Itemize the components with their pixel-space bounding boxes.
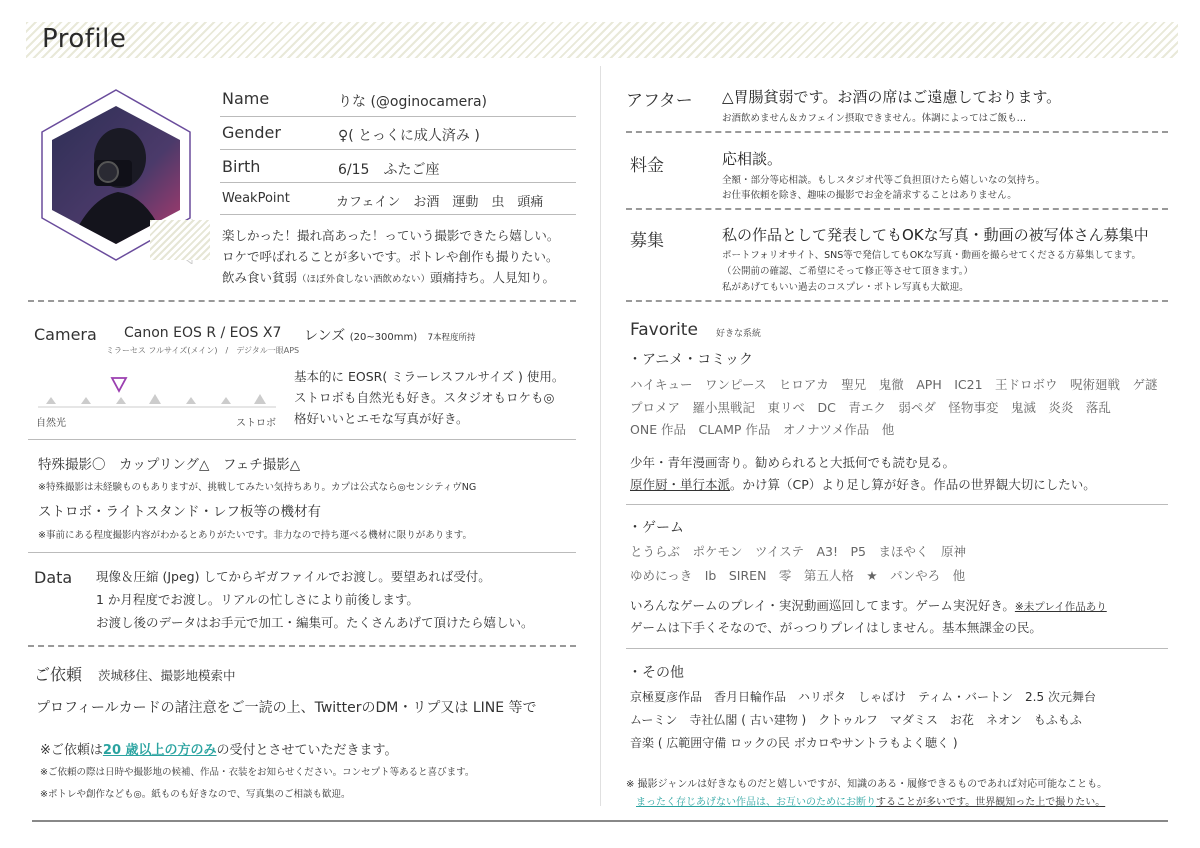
- camera-desc-3: 格好いいとエモな写真が好き。: [294, 411, 469, 426]
- age-text: の受付とさせていただきます。: [216, 743, 398, 758]
- bottom-rule: [32, 820, 1168, 822]
- after-main: △胃腸貧弱です。お酒の席はご遠慮しております。: [722, 88, 1062, 106]
- intro-text: （ほぼ外食しない酒飲めない）: [297, 274, 431, 285]
- scale-left-label: 自然光: [36, 418, 66, 429]
- after-note: お酒飲めません＆カフェイン摂取できません。体調によってはご飯も…: [722, 113, 1027, 124]
- age-highlight: 20 歳以上の方のみ: [102, 743, 217, 758]
- divider: [220, 182, 576, 183]
- game-desc-1: [630, 595, 1107, 618]
- recruit-note-3: 私があげてもいい過去のコスプレ・ポトレ写真も大歓迎。: [722, 282, 969, 293]
- other-row-1: 京極夏彦作品 香月日輪作品 ハリポタ しゃばけ ティム・バートン 2.5 次元舞台: [630, 690, 1096, 704]
- anime-desc-text: 。かけ算（CP）より足し算が好き。作品の世界観大切にしたい。: [730, 477, 1096, 492]
- scale-tick: [186, 397, 196, 404]
- name-label: Name: [222, 89, 270, 108]
- camera-desc-1: 基本的に EOSR( ミラーレスフルサイズ ) 使用。: [294, 369, 565, 384]
- divider: [626, 648, 1168, 649]
- intro-text: 飲み食い貧弱: [222, 270, 298, 285]
- divider: [28, 552, 576, 553]
- weakpoint-value: カフェイン お酒 運動 虫 頭痛: [336, 195, 544, 210]
- divider: [28, 439, 576, 440]
- scale-tick: [254, 394, 266, 404]
- special-line-1: 特殊撮影〇 カップリング△ フェチ撮影△: [38, 457, 301, 473]
- footer-highlight: まったく存じあげない作品は、お互いのためにお断り: [636, 797, 876, 808]
- section-divider: [626, 131, 1168, 133]
- intro-line-2: ロケで呼ばれることが多いです。ポトレや創作も撮りたい。: [222, 249, 559, 264]
- data-line-1: 現像＆圧縮 (Jpeg) してからギガファイルでお渡し。要望あれば受付。: [96, 569, 491, 584]
- special-note-2: ※事前にある程度撮影内容がわかるとありがたいです。非力なので持ち運べる機材に限りがあります。: [38, 530, 472, 541]
- birth-label: Birth: [222, 157, 261, 176]
- fee-label: 料金: [630, 156, 664, 176]
- scale-tick: [149, 394, 161, 404]
- request-note-1: ※ご依頼の際は日時や撮影地の候補、作品・衣装をお知らせください。コンセプト等あると喜びます。: [40, 767, 475, 778]
- anime-desc-underlined: 原作厨・単行本派: [630, 477, 731, 492]
- scale-right-label: ストロボ: [236, 418, 276, 429]
- header-band: [26, 22, 1178, 58]
- anime-desc-1: 少年・青年漫画寄り。勧められると大抵何でも読む見る。: [630, 455, 956, 470]
- recruit-note-2: （公開前の確認、ご希望にそって修正等させて頂きます。）: [722, 266, 973, 277]
- recruit-main: 私の作品として発表してもOKな写真・動画の被写体さん募集中: [722, 226, 1149, 244]
- game-desc-underlined: ※未プレイ作品あり: [1014, 601, 1107, 613]
- footer-note-1: ※ 撮影ジャンルは好きなものだと嬉しいですが、知識のある・履修できるものであれば対応可能なことも。: [626, 779, 1108, 790]
- fee-main: 応相談。: [722, 150, 783, 168]
- divider: [220, 214, 576, 215]
- page-title: Profile: [42, 24, 127, 54]
- footer-text: することが多いです。世界観知った上で撮りたい。: [876, 797, 1106, 808]
- camera-models-sub: ミラーセス フルサイズ(メイン) / デジタル一眼APS: [106, 346, 300, 355]
- anime-row-1: ハイキュー ワンピース ヒロアカ 聖兄 鬼徹 APH IC21 王ドロボウ 呪術廻戦 ゲ謎: [630, 377, 1158, 392]
- footer-note-2: [636, 793, 1105, 808]
- game-desc-2: ゲームは下手くそなので、がっつりプレイはしません。基本無課金の民。: [630, 620, 1042, 635]
- recruit-note-1: ポートフォリオサイト、SNS等で発信してもOKな写真・動画を撮らせてくださる方募集してます。: [722, 250, 1141, 261]
- camera-label: Camera: [34, 325, 97, 344]
- section-divider: [626, 300, 1168, 302]
- camera-desc-2: ストロボも自然光も好き。スタジオもロケも◎: [294, 390, 555, 405]
- favorite-sub: 好きな系統: [716, 329, 762, 339]
- divider: [220, 149, 576, 150]
- birth-value: 6/15 ふたご座: [338, 162, 440, 178]
- data-label: Data: [34, 568, 73, 587]
- scale-tick: [221, 397, 231, 404]
- other-row-2: ムーミン 寺社仏閣 ( 古い建物 ) クトゥルフ マダミス お花 ネオン もふもふ: [630, 713, 1082, 727]
- lens-range: (20~300mm): [349, 332, 418, 343]
- request-note-2: ※ポトレや創作なども◎。紙ものも好きなので、写真集のご相談も歓迎。: [40, 789, 351, 800]
- gender-label: Gender: [222, 123, 281, 142]
- scale-tick: [116, 397, 126, 404]
- column-divider: [600, 66, 601, 806]
- special-note-1: ※特殊撮影は未経験ものもありますが、挑戦してみたい気持ちあり。カプは公式なら◎センシティヴNG: [38, 482, 477, 493]
- corner-stripe: [150, 220, 210, 260]
- section-divider: [626, 208, 1168, 210]
- favorite-label: Favorite: [630, 320, 698, 340]
- intro-text: 頭痛持ち。人見知り。: [430, 270, 556, 285]
- request-age-line: [40, 739, 398, 758]
- anime-title: ・アニメ・コミック: [628, 352, 754, 368]
- camera-models: Canon EOS R / EOS X7: [124, 325, 282, 341]
- gender-value: ♀( とっくに成人済み ): [338, 128, 480, 144]
- section-divider: [28, 300, 576, 302]
- divider: [626, 504, 1168, 505]
- lens-info: [304, 325, 476, 345]
- fee-note-2: お仕事依頼を除き、趣味の撮影でお金を請求することはありません。: [722, 190, 1017, 201]
- lens-note: 7本程度所持: [427, 333, 476, 343]
- request-location: 茨城移住、撮影地模索中: [98, 668, 236, 683]
- lens-label: レンズ: [304, 328, 346, 344]
- request-label: ご依頼: [34, 665, 83, 684]
- data-line-2: 1 か月程度でお渡し。リアルの忙しさにより前後します。: [96, 592, 419, 607]
- divider: [220, 116, 576, 117]
- anime-row-3: ONE 作品 CLAMP 作品 オノナツメ作品 他: [630, 422, 895, 437]
- fee-note-1: 全額・部分等応相談。もしスタジオ代等ご負担頂けたら嬉しいなの気持ち。: [722, 175, 1046, 186]
- request-line-1: プロフィールカードの諸注意をご一読の上、TwitterのDM・リプ又は LINE 等で: [36, 700, 537, 716]
- game-row-1: とうらぶ ポケモン ツイステ A3! P5 まほやく 原神: [630, 544, 967, 559]
- anime-row-2: プロメア 羅小黒戦記 東リべ DC 青エク 弱ペダ 怪物事変 鬼滅 炎炎 落乱: [630, 400, 1111, 415]
- game-title: ・ゲーム: [628, 520, 684, 536]
- after-label: アフター: [626, 91, 693, 111]
- data-line-3: お渡し後のデータはお手元で加工・編集可。たくさんあげて頂けたら嬉しい。: [96, 615, 534, 630]
- other-row-3: 音楽 ( 広範囲守備 ロックの民 ボカロやサントラもよく聴く ): [630, 736, 958, 750]
- other-title: ・その他: [628, 665, 684, 681]
- scale-tick: [46, 397, 56, 404]
- game-desc-text: いろんなゲームのプレイ・実況動画巡回してます。ゲーム実況好き。: [630, 598, 1015, 613]
- anime-desc-2: [630, 474, 1096, 495]
- recruit-label: 募集: [630, 231, 664, 251]
- weakpoint-label: WeakPoint: [222, 191, 290, 206]
- section-divider: [28, 645, 576, 647]
- special-line-2: ストロボ・ライトスタンド・レフ板等の機材有: [38, 504, 321, 520]
- age-text: ※ご依頼は: [40, 743, 103, 758]
- light-preference-scale: [36, 372, 280, 412]
- preference-marker: [112, 378, 126, 391]
- intro-line-3: [222, 267, 555, 290]
- intro-line-1: 楽しかった！撮れ高あった！っていう撮影できたら嬉しい。: [222, 228, 560, 243]
- game-row-2: ゆめにっき Ib SIREN 零 第五人格 ★ パンやろ 他: [630, 568, 966, 583]
- name-value: りな (@oginocamera): [338, 94, 488, 110]
- scale-tick: [81, 397, 91, 404]
